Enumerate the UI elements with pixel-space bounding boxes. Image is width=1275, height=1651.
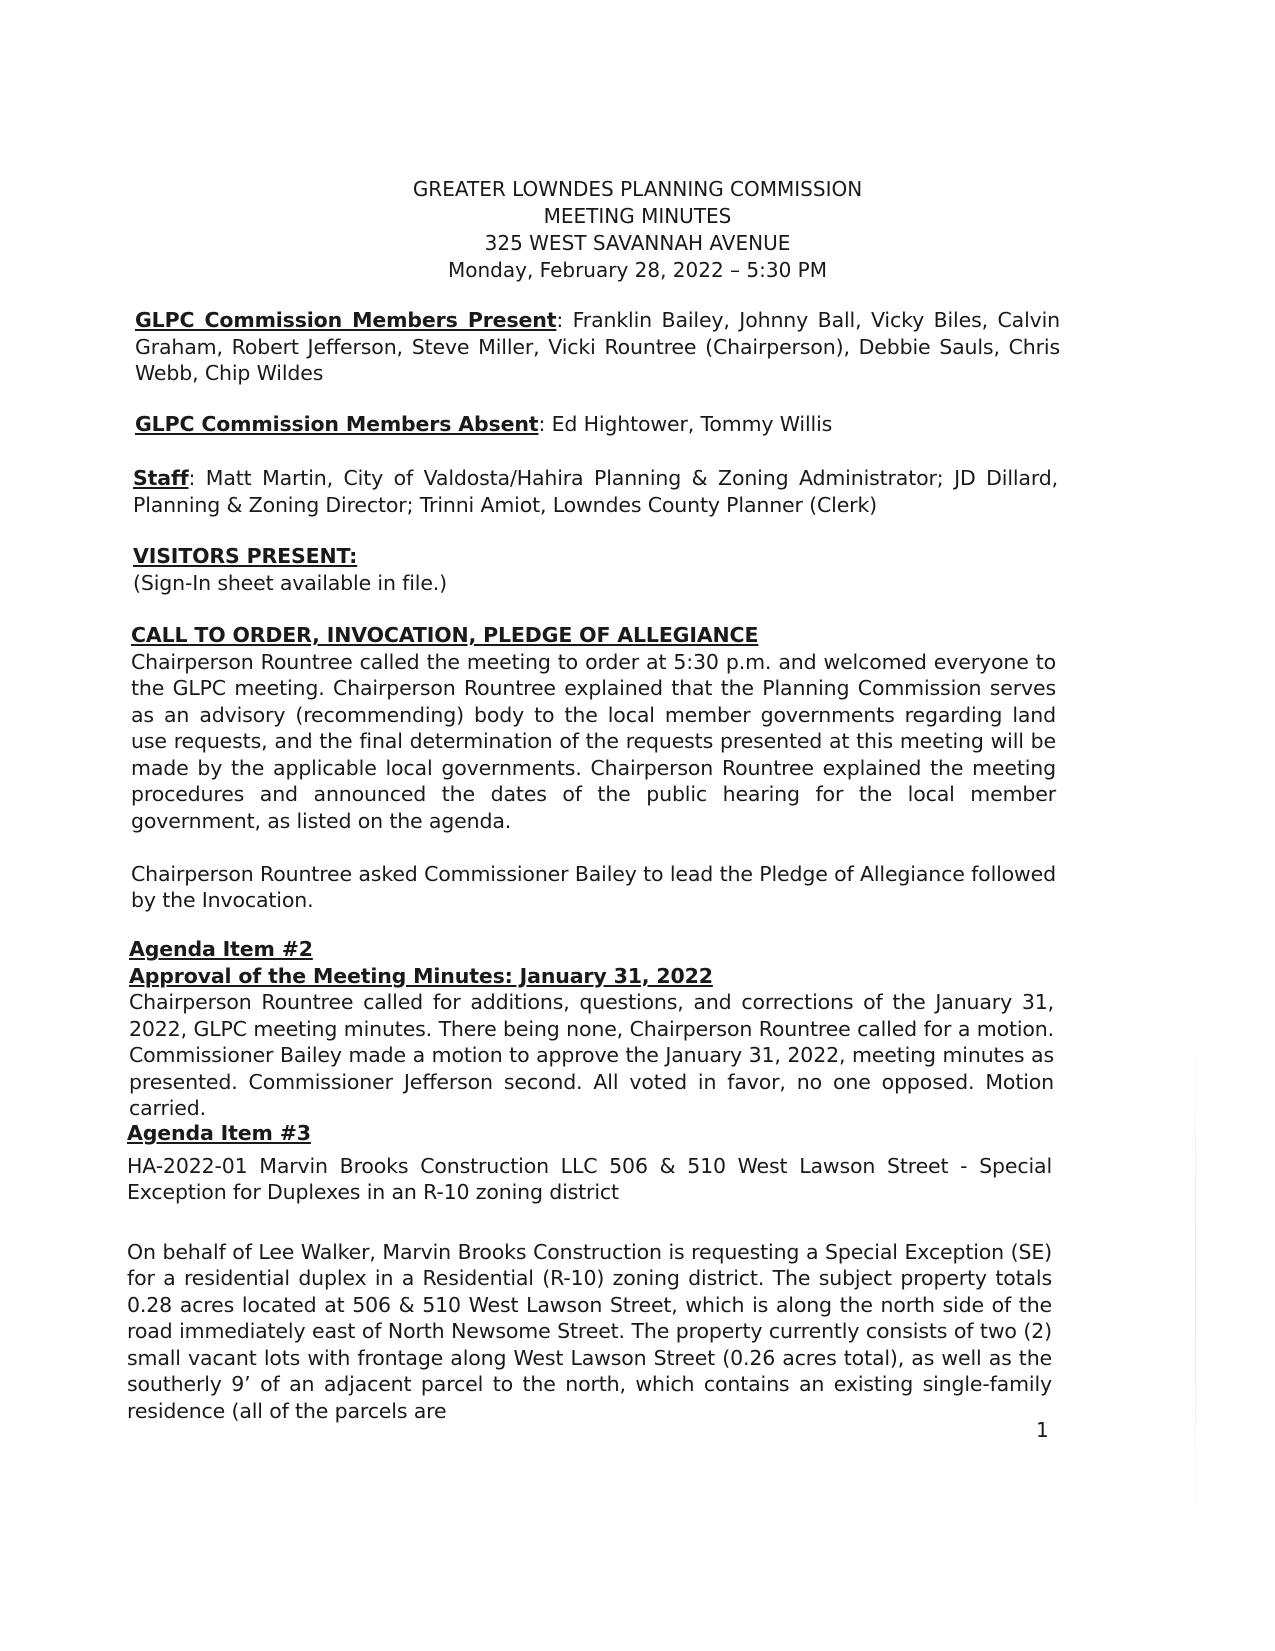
- members-absent-label: GLPC Commission Members Absent: [135, 412, 539, 436]
- call-to-order-heading: CALL TO ORDER, INVOCATION, PLEDGE OF ALLEGIANCE: [131, 623, 759, 647]
- staff-text: : Matt Martin, City of Valdosta/Hahira Planning & Zoning Administrator; JD Dillard, Planning & Zoning Director; Trinni Amiot, Lowndes County Planner (Clerk): [133, 466, 1058, 517]
- members-absent-text: : Ed Hightower, Tommy Willis: [538, 412, 833, 436]
- agenda-item-3-section: [127, 1120, 1052, 1424]
- page-number: 1: [1036, 1418, 1049, 1442]
- agenda-item-3-case: HA-2022-01 Marvin Brooks Construction LLC 506 & 510 West Lawson Street - Special Exception for Duplexes in an R-10 zoning district: [127, 1153, 1052, 1204]
- header-document-type: MEETING MINUTES: [543, 204, 732, 228]
- document-header: [0, 176, 1275, 284]
- agenda-item-2-heading: Agenda Item #2: [129, 937, 313, 961]
- visitors-text: (Sign-In sheet available in file.): [133, 570, 448, 595]
- header-address: 325 WEST SAVANNAH AVENUE: [484, 231, 791, 255]
- agenda-item-2-text: Chairperson Rountree called for additions, questions, and corrections of the January 31, 2022, GLPC meeting minutes. There being none, Chairperson Rountree called for a motion. Commissioner Bailey made a motion to approve the January 31, 2022, meeting minutes as presented. Commissioner Jefferson second. All voted in favor, no one opposed. Motion carried.: [129, 990, 1054, 1120]
- visitors-section: [133, 543, 1058, 596]
- agenda-item-3-heading: Agenda Item #3: [127, 1121, 311, 1145]
- header-date: Monday, February 28, 2022 – 5:30 PM: [447, 258, 827, 282]
- call-to-order-section: [131, 622, 1056, 914]
- agenda-item-2-subheading: Approval of the Meeting Minutes: January 31, 2022: [129, 963, 713, 988]
- members-present-label: GLPC Commission Members Present: [135, 308, 557, 332]
- members-present-section: [135, 307, 1060, 387]
- scan-artifact-line: [1195, 1010, 1196, 1550]
- members-present-text: : Franklin Bailey, Johnny Ball, Vicky Biles, Calvin Graham, Robert Jefferson, Steve Miller, Vicki Rountree (Chairperson), Debbie Sauls, Chris Webb, Chip Wildes: [135, 308, 1060, 385]
- visitors-heading: VISITORS PRESENT:: [133, 544, 358, 568]
- staff-section: [133, 465, 1058, 518]
- agenda-item-2-section: [129, 936, 1054, 1122]
- staff-label: Staff: [133, 466, 189, 490]
- agenda-item-3-text: On behalf of Lee Walker, Marvin Brooks Construction is requesting a Special Exception (SE) for a residential duplex in a Residential (R-10) zoning district. The subject property totals 0.28 acres located at 506 & 510 West Lawson Street, which is along the north side of the road immediately east of North Newsome Street. The property currently consists of two (2) small vacant lots with frontage along West Lawson Street (0.26 acres total), as well as the southerly 9’ of an adjacent parcel to the north, which contains an existing single-family residence (all of the parcels are: [127, 1239, 1052, 1423]
- header-organization: GREATER LOWNDES PLANNING COMMISSION: [412, 177, 863, 201]
- call-to-order-paragraph-2: Chairperson Rountree asked Commissioner Bailey to lead the Pledge of Allegiance followed by the Invocation.: [131, 861, 1056, 912]
- members-absent-section: [135, 411, 1060, 438]
- call-to-order-paragraph-1: Chairperson Rountree called the meeting to order at 5:30 p.m. and welcomed everyone to the GLPC meeting. Chairperson Rountree explained that the Planning Commission serves as an advisory (recommending) body to the local member governments regarding land use requests, and the final determination of the requests presented at this meeting will be made by the applicable local governments. Chairperson Rountree explained the meeting procedures and announced the dates of the public hearing for the local member government, as listed on the agenda.: [131, 649, 1056, 833]
